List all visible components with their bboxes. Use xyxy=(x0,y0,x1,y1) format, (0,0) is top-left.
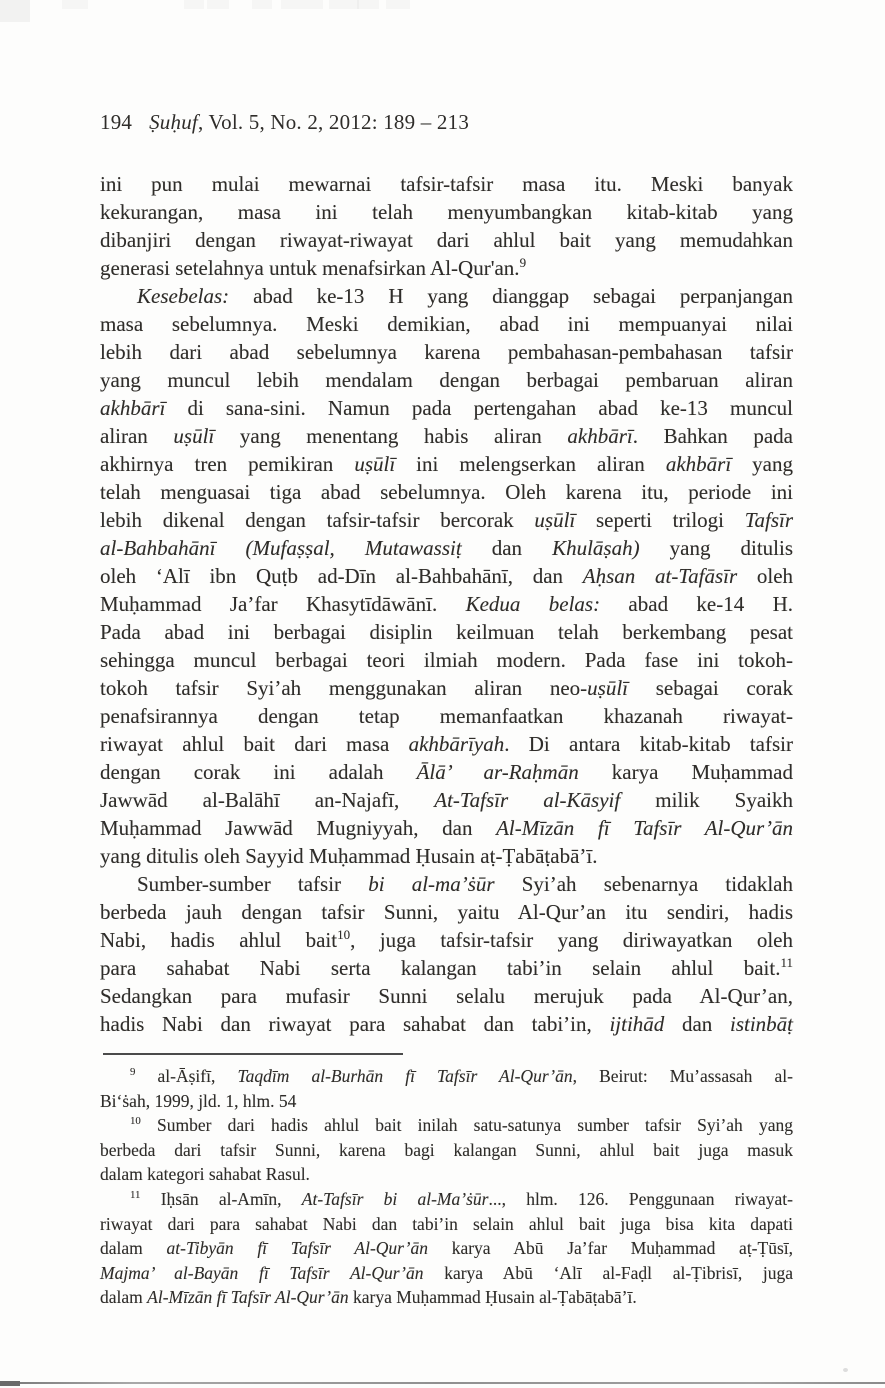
text-line xyxy=(100,534,793,562)
text-line xyxy=(100,674,793,702)
scan-edge-line xyxy=(0,1382,885,1384)
text-line xyxy=(100,422,793,450)
text-segment: Syi’ah sebenarnya tidaklah xyxy=(494,872,793,896)
text-line xyxy=(100,1261,793,1286)
journal-title: Ṣuḥuf xyxy=(149,110,198,134)
text-segment: kekurangan, masa ini telah menyumbangkan kitab-kitab yang xyxy=(100,200,793,224)
footnote-marker: 9 xyxy=(519,255,527,270)
text-segment: dalam xyxy=(100,1287,148,1308)
text-line xyxy=(100,590,793,618)
text-line xyxy=(100,394,793,422)
text-segment: Sedangkan para mufasir Sunni selalu merujuk pada Al-Qur’an, xyxy=(100,984,793,1008)
text-line xyxy=(100,842,793,870)
text-line xyxy=(100,366,793,394)
text-segment: lebih dari abad sebelumnya karena pembahasan-pembahasan tafsir xyxy=(100,340,793,364)
text-line xyxy=(100,1138,793,1163)
italic-text: At-Tafsīr bi al-Ma’ṡūr xyxy=(301,1188,489,1209)
italic-text: akhbārī xyxy=(567,424,633,448)
text-line xyxy=(100,870,793,898)
text-line xyxy=(100,506,793,534)
footnote-marker: 10 xyxy=(130,1115,141,1128)
text-segment: al-Āṣifī, xyxy=(135,1066,238,1086)
italic-text: Kesebelas: xyxy=(137,284,230,308)
text-segment: dengan corak ini adalah xyxy=(100,760,417,784)
text-segment: yang ditulis xyxy=(639,536,793,560)
header-citation: , Vol. 5, No. 2, 2012: 189 – 213 xyxy=(197,110,470,134)
text-segment: tokoh tafsir Syi’ah menggunakan aliran neo- xyxy=(100,676,588,700)
italic-text: uṣūlī xyxy=(534,508,576,532)
text-line xyxy=(100,786,793,814)
text-segment: telah menguasai tiga abad sebelumnya. Oleh karena itu, periode ini xyxy=(100,480,793,504)
text-line xyxy=(100,1162,793,1187)
italic-text: Aḥsan at-Tafāsīr xyxy=(582,564,738,588)
text-segment: milik Syaikh xyxy=(620,788,793,812)
italic-text: akhbārīyah xyxy=(408,732,505,756)
text-line xyxy=(100,758,793,786)
text-line xyxy=(100,730,793,758)
text-line xyxy=(100,450,793,478)
text-segment: karya Muḥammad Ḥusain al-Ṭabāṭabā’ī. xyxy=(348,1287,637,1308)
text-line xyxy=(100,254,793,282)
page-number: 194 xyxy=(100,110,133,134)
scan-smudge xyxy=(184,0,204,9)
italic-text: Tafsīr xyxy=(744,508,794,532)
scan-speck xyxy=(843,1368,848,1372)
text-line xyxy=(100,926,793,954)
paragraph xyxy=(100,282,793,870)
footnotes-block xyxy=(100,1064,793,1310)
scan-smudge xyxy=(329,0,359,9)
italic-text: Ālā’ ar-Raḥmān xyxy=(416,760,579,784)
italic-text: Taqdīm al-Burhān fī Tafsīr Al-Qur’ān xyxy=(237,1066,573,1086)
text-segment: abad ke-14 H. xyxy=(600,592,794,616)
text-segment: riwayat dari para sahabat Nabi dan tabi’in selain ahlul bait juga bisa kita dapati xyxy=(100,1213,793,1234)
text-segment: sebagai corak xyxy=(628,676,793,700)
italic-text: uṣūlī xyxy=(173,424,215,448)
text-line xyxy=(100,1089,793,1114)
text-line xyxy=(100,170,793,198)
text-line xyxy=(100,1236,793,1261)
footnote-marker: 11 xyxy=(130,1189,141,1202)
footnote-marker: 10 xyxy=(337,927,351,942)
footnote-marker: 11 xyxy=(780,955,793,970)
text-segment: Bi‘ṡah, 1999, jld. 1, hlm. 54 xyxy=(100,1090,297,1111)
scan-smudge xyxy=(0,0,30,22)
text-segment: Iḥsān al-Amīn, xyxy=(140,1188,302,1209)
scan-smudge xyxy=(252,0,272,9)
text-segment: generasi setelahnya untuk menafsirkan Al-Qur'an. xyxy=(100,256,520,280)
text-segment: berbeda jauh dengan tafsir Sunni, yaitu Al-Qur’an itu sendiri, hadis xyxy=(100,900,793,924)
text-line xyxy=(100,1064,793,1089)
scan-smudge xyxy=(357,0,379,9)
italic-text: bi al-ma’ṡūr xyxy=(368,872,495,896)
text-segment: akhirnya tren pemikiran xyxy=(100,452,355,476)
text-line xyxy=(100,898,793,926)
text-segment: yang menentang habis aliran xyxy=(214,424,568,448)
italic-text: al-Bahbahānī xyxy=(100,536,216,560)
italic-text: uṣūlī xyxy=(587,676,629,700)
running-head xyxy=(100,110,469,135)
scan-edge-mark xyxy=(0,1381,20,1386)
text-segment: riwayat ahlul bait dari masa xyxy=(100,732,409,756)
text-line xyxy=(100,282,793,310)
italic-text: At-Tafsīr al-Kāsyif xyxy=(434,788,621,812)
text-segment: sehingga muncul berbagai teori ilmiah modern. Pada fase ini tokoh- xyxy=(100,648,793,672)
text-line xyxy=(100,310,793,338)
text-segment: oleh xyxy=(737,564,794,588)
text-line xyxy=(100,1010,793,1038)
text-segment: di sana-sini. Namun pada pertengahan abad ke-13 muncul xyxy=(165,396,793,420)
text-segment: . Di antara kitab-kitab tafsir xyxy=(504,732,793,756)
italic-text: uṣūlī xyxy=(354,452,396,476)
text-segment: karya Abū Ja’far Muḥammad aṭ-Ṭūsī, xyxy=(427,1238,793,1259)
text-line xyxy=(100,702,793,730)
text-segment: penafsirannya dengan tetap memanfaatkan khazanah riwayat- xyxy=(100,704,793,728)
body-text xyxy=(100,170,793,1038)
text-line xyxy=(100,478,793,506)
scan-smudge xyxy=(281,0,323,9)
text-line xyxy=(100,198,793,226)
text-line xyxy=(100,814,793,842)
text-segment: Nabi, hadis ahlul bait xyxy=(100,928,338,952)
text-segment: , Beirut: Mu’assasah al- xyxy=(572,1066,793,1086)
scan-smudge xyxy=(386,0,410,9)
footnote xyxy=(100,1113,793,1187)
footnote-separator xyxy=(103,1053,403,1055)
text-line xyxy=(100,1212,793,1237)
text-segment: . Bahkan pada xyxy=(632,424,793,448)
text-segment: dalam kategori sahabat Rasul. xyxy=(100,1164,310,1185)
text-segment: yang muncul lebih mendalam dengan berbagai pembaruan aliran xyxy=(100,368,793,392)
italic-text: akhbārī xyxy=(665,452,732,476)
footnote-marker: 9 xyxy=(130,1066,136,1079)
paragraph xyxy=(100,170,793,282)
footnote xyxy=(100,1064,793,1113)
scan-smudge xyxy=(62,0,88,9)
text-segment: yang xyxy=(731,452,793,476)
text-line xyxy=(100,982,793,1010)
italic-text: Al-Mīzān fī Tafsīr Al-Qur’ān xyxy=(496,816,793,840)
text-line xyxy=(100,1187,793,1212)
italic-text: ijtihād xyxy=(609,1012,665,1036)
text-line xyxy=(100,1285,793,1310)
text-segment: Sumber dari hadis ahlul bait inilah satu-satunya sumber tafsir Syi’ah yang xyxy=(140,1115,793,1136)
text-line xyxy=(100,954,793,982)
text-segment: oleh ‘Alī ibn Quṭb ad-Dīn al-Bahbahānī, dan xyxy=(100,564,583,588)
text-segment: ini melengserkan aliran xyxy=(395,452,666,476)
italic-text: Al-Mīzān fī Tafsīr Al-Qur’ān xyxy=(147,1287,349,1308)
text-line xyxy=(100,618,793,646)
text-segment: aliran xyxy=(100,424,174,448)
text-line xyxy=(100,338,793,366)
scan-smudge xyxy=(207,0,229,9)
text-line xyxy=(100,226,793,254)
italic-text: at-Tibyān fī Tafsīr Al-Qur’ān xyxy=(166,1238,428,1259)
text-segment: dibanjiri dengan riwayat-riwayat dari ahlul bait yang memudahkan xyxy=(100,228,793,252)
text-segment: karya Muḥammad xyxy=(578,760,793,784)
text-column xyxy=(100,170,793,1310)
text-segment: yang ditulis oleh Sayyid Muḥammad Ḥusain aṭ-Ṭabāṭabā’ī. xyxy=(100,844,598,868)
footnote xyxy=(100,1187,793,1310)
italic-text: Khulāṣah) xyxy=(552,536,640,560)
text-segment: Muḥammad Jawwād Mugniyyah, dan xyxy=(100,816,497,840)
text-segment: dan xyxy=(664,1012,730,1036)
text-segment: dalam xyxy=(100,1238,167,1259)
text-segment: ..., hlm. 126. Penggunaan riwayat- xyxy=(488,1188,794,1209)
italic-text: (Mufaṣṣal, Mutawassiṭ xyxy=(245,536,462,560)
text-segment: abad ke-13 H yang dianggap sebagai perpanjangan xyxy=(229,284,793,308)
text-segment: masa sebelumnya. Meski demikian, abad ini mempuanyai nilai xyxy=(100,312,793,336)
text-segment: Muḥammad Ja’far Khasytīdāwānī. xyxy=(100,592,466,616)
text-line xyxy=(100,646,793,674)
text-segment: ini pun mulai mewarnai tafsir-tafsir masa itu. Meski banyak xyxy=(100,172,793,196)
text-segment: seperti trilogi xyxy=(575,508,745,532)
text-segment: dan xyxy=(461,536,553,560)
text-segment: Sumber-sumber tafsir xyxy=(137,872,369,896)
text-segment: karya Abū ‘Alī al-Faḍl al-Ṭibrisī, juga xyxy=(423,1262,794,1283)
text-line xyxy=(100,1113,793,1138)
italic-text: akhbārī xyxy=(100,396,166,420)
text-line xyxy=(100,562,793,590)
text-segment: Jawwād al-Balāhī an-Najafī, xyxy=(100,788,435,812)
text-segment: hadis Nabi dan riwayat para sahabat dan tabi’in, xyxy=(100,1012,610,1036)
italic-text: istinbāṭ xyxy=(729,1012,793,1036)
paragraph xyxy=(100,870,793,1038)
text-segment: berbeda dari tafsir Sunni, karena bagi kalangan Sunni, ahlul bait juga masuk xyxy=(100,1139,793,1160)
text-segment: lebih dikenal dengan tafsir-tafsir bercorak xyxy=(100,508,535,532)
text-segment: Pada abad ini berbagai disiplin keilmuan telah berkembang pesat xyxy=(100,620,793,644)
italic-text: Majma’ al-Bayān fī Tafsīr Al-Qur’ān xyxy=(100,1262,424,1283)
text-segment xyxy=(216,536,246,560)
italic-text: Kedua belas: xyxy=(465,592,601,616)
text-segment: , juga tafsir-tafsir yang diriwayatkan oleh xyxy=(350,928,793,952)
text-segment: para sahabat Nabi serta kalangan tabi’in selain ahlul bait. xyxy=(100,956,781,980)
